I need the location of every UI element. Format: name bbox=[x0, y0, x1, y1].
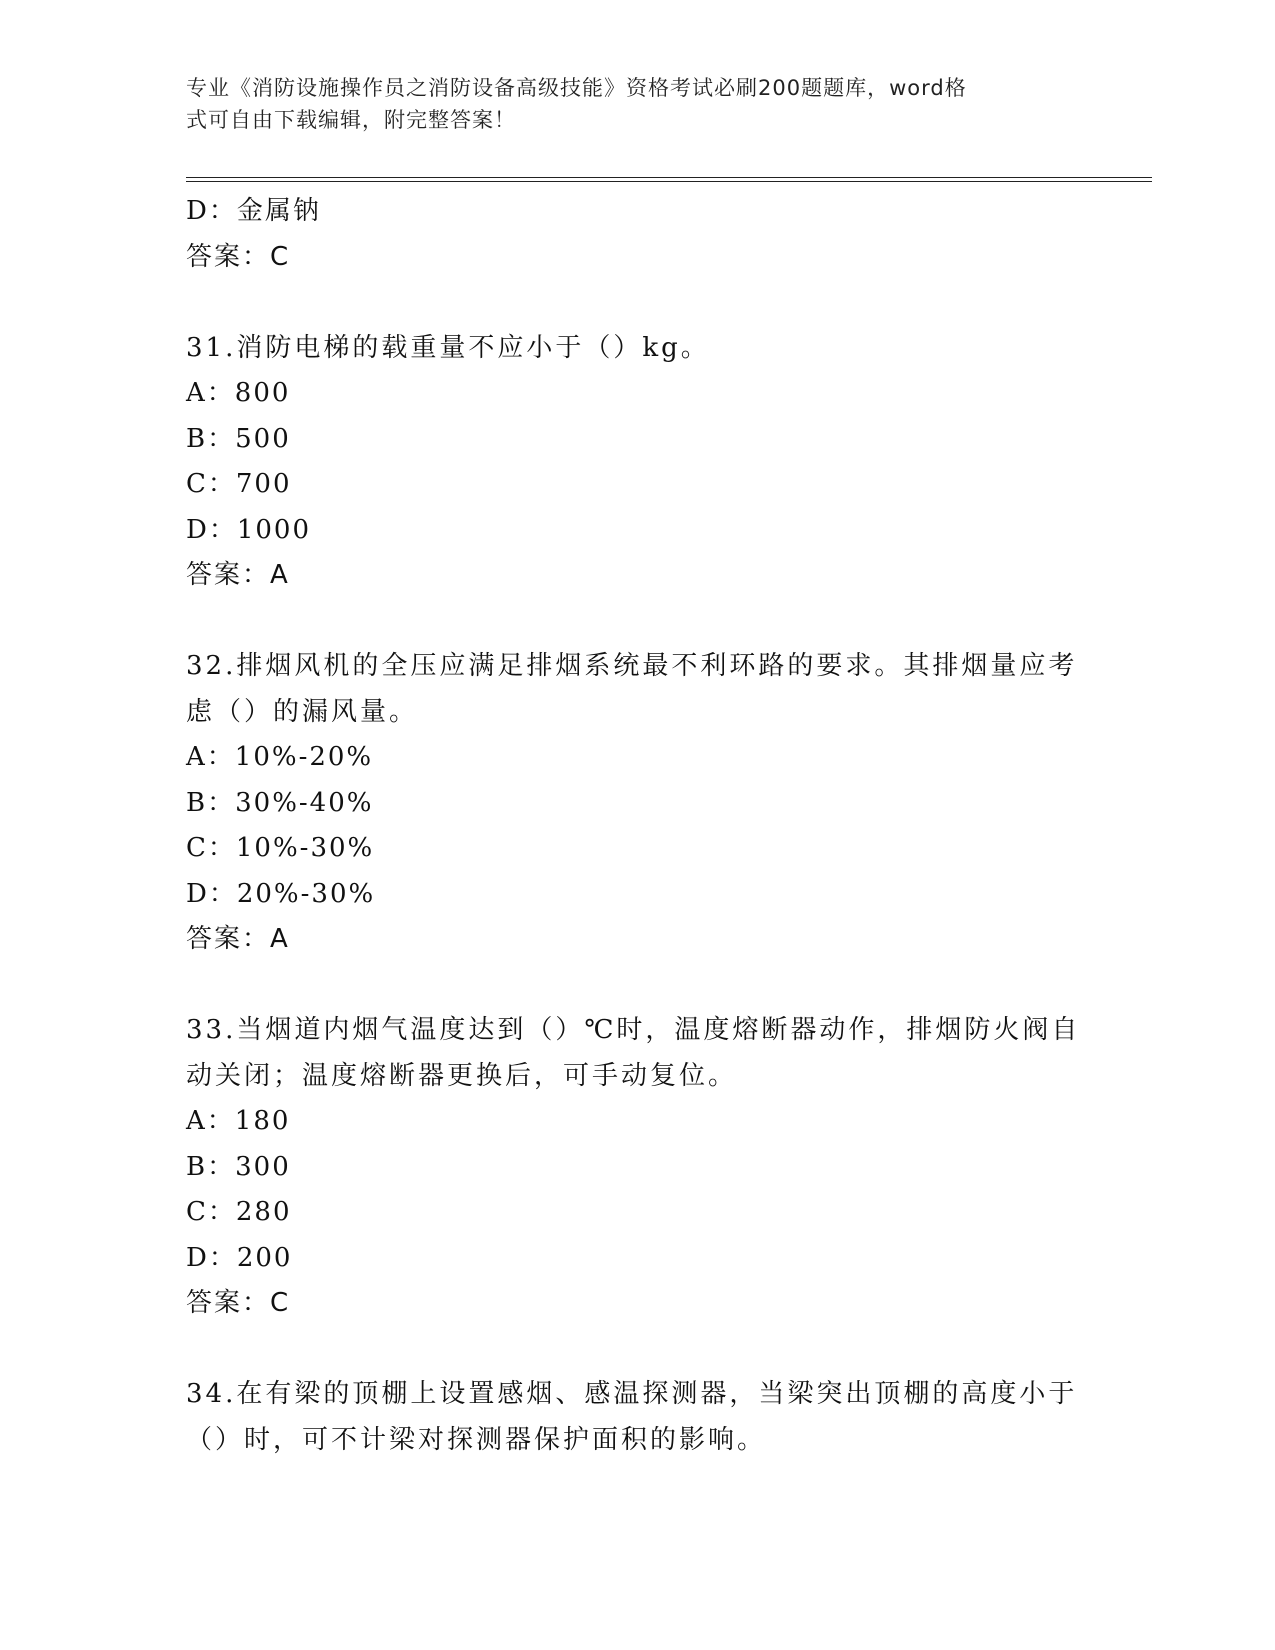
option-d: D：金属钠 bbox=[186, 196, 321, 226]
option-c: C：280 bbox=[186, 1197, 292, 1227]
option-d: D：1000 bbox=[186, 514, 312, 545]
question-list bbox=[186, 189, 1086, 1463]
question-block bbox=[186, 1372, 1086, 1463]
option-c: C：700 bbox=[186, 469, 292, 499]
option-b: B：300 bbox=[186, 1151, 291, 1182]
header-divider-top bbox=[186, 177, 1152, 178]
question-text-continued: 动关闭；温度熔断器更换后，可手动复位。 bbox=[186, 1060, 738, 1091]
question-text: 34.在有梁的顶棚上设置感烟、感温探测器，当梁突出顶棚的高度小于 bbox=[186, 1379, 1078, 1409]
option-a: A：180 bbox=[186, 1106, 291, 1136]
answer-line: 答案：A bbox=[186, 924, 290, 954]
option-b: B：500 bbox=[186, 423, 291, 454]
header-line-1: 专业《消防设施操作员之消防设备高级技能》资格考试必刷200题题库，word格 bbox=[186, 76, 967, 100]
answer-line: 答案：A bbox=[186, 560, 290, 590]
option-d: D：20%-30% bbox=[186, 878, 376, 909]
question-text-continued: （）时，可不计梁对探测器保护面积的影响。 bbox=[186, 1424, 767, 1455]
question-text: 32.排烟风机的全压应满足排烟系统最不利环路的要求。其排烟量应考 bbox=[186, 651, 1078, 681]
answer-line: 答案：C bbox=[186, 241, 291, 272]
option-a: A：10%-20% bbox=[186, 742, 374, 772]
question-text-continued: 虑（）的漏风量。 bbox=[186, 696, 419, 727]
option-a: A：800 bbox=[186, 378, 291, 408]
question-text: 33.当烟道内烟气温度达到（）℃时，温度熔断器动作，排烟防火阀自 bbox=[186, 1015, 1081, 1045]
option-b: B：30%-40% bbox=[186, 787, 374, 818]
document-header bbox=[186, 72, 1066, 136]
question-text: 31.消防电梯的载重量不应小于（）kg。 bbox=[186, 332, 710, 363]
header-divider-bottom bbox=[186, 181, 1152, 182]
option-d: D：200 bbox=[186, 1242, 293, 1273]
question-block bbox=[186, 326, 1086, 599]
header-line-2: 式可自由下载编辑，附完整答案！ bbox=[186, 108, 516, 132]
question-block bbox=[186, 1008, 1086, 1327]
question-block bbox=[186, 644, 1086, 963]
option-c: C：10%-30% bbox=[186, 833, 375, 863]
answer-line: 答案：C bbox=[186, 1288, 291, 1318]
